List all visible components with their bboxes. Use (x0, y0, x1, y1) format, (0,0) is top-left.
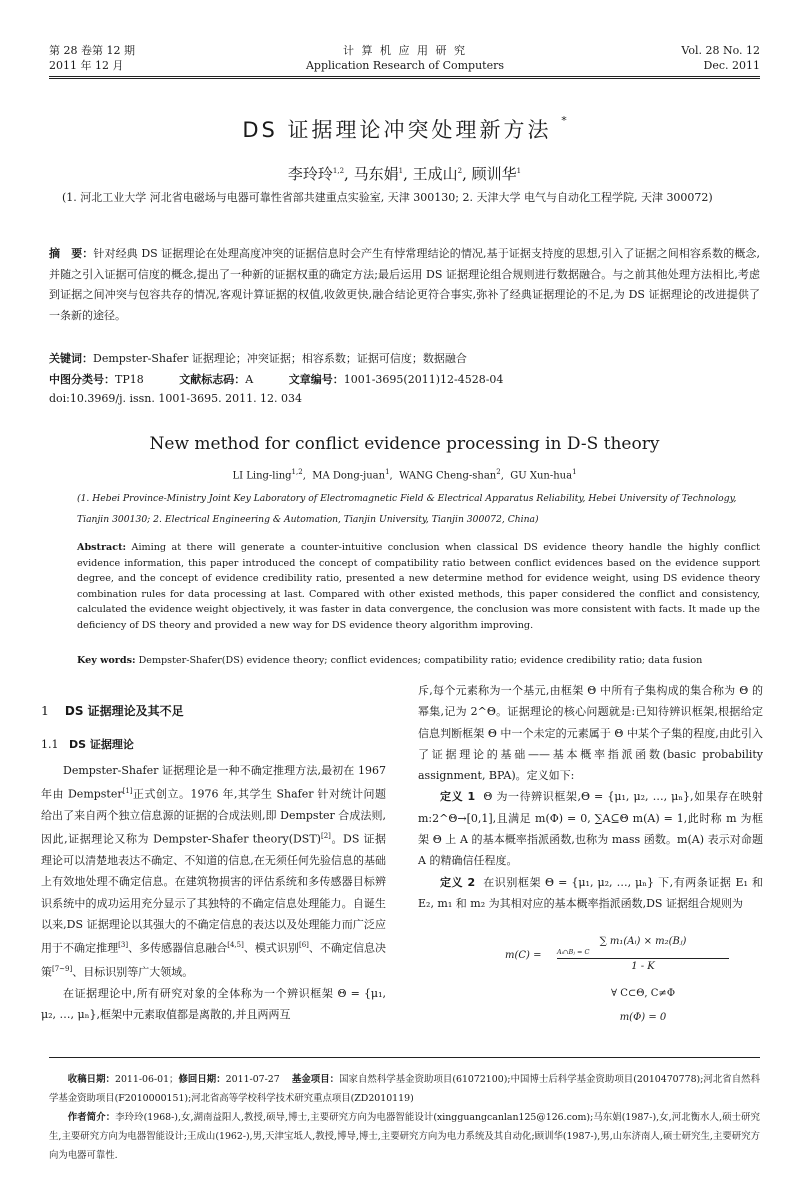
author-affiliation-mark: 2 (457, 167, 463, 175)
abstract-cn (49, 244, 760, 326)
revised-date: 2011-07-27 (225, 1074, 280, 1085)
english-author-name: WANG Cheng-shan (399, 470, 497, 482)
abstract-cn-text: 针对经典 DS 证据理论在处理高度冲突的证据信息时会产生有悖常理结论的情况,基于证据支持度的思想,引入了证据之间相容系数的概念,并随之引入证据可信度的概念,提出了一种新的证据权重的确定方法;最后运用 DS 证据理论组合规则进行数据融合。与之前其他处理方法相比,考虑到证据之间冲突与包容共存的情况,客观计算证据的权值,收敛更快,融合结论更符合事实,弥补了经典证据理论的不足,为 DS 证据理论的改进提供了一条新的途径。 (49, 247, 761, 322)
body-left-column (41, 700, 386, 1026)
received-date: 2011-06-01； (114, 1074, 179, 1085)
english-keywords-label: Key words: (77, 655, 136, 666)
body-right-column (418, 680, 763, 914)
formula-numerator: ∑ m₁(Aᵢ) × m₂(Bⱼ) (599, 936, 687, 947)
footnote (49, 1070, 760, 1165)
section-title: DS 证据理论及其不足 (64, 704, 184, 718)
body-paragraph: 斥,每个元素称为一个基元,由框架 Θ 中所有子集构成的集合称为 Θ 的幂集,记为 2^Θ。证据理论的核心问题就是:已知待辨识框架,根据给定信息判断框架 Θ 中一个未定的元素属于 Θ 中某个子集的程度,由此引入了证据理论的基础——基本概率指派函数(basic probability assignment, BPA)。定义如下: (418, 684, 763, 783)
english-author-name: GU Xun-hua (510, 470, 573, 482)
citation: [3] (118, 941, 129, 950)
header-rule-2 (49, 78, 760, 79)
article-number-label: 文章编号： (288, 373, 344, 386)
author-name: 王成山 (412, 165, 458, 183)
bio-text: 李玲玲(1968-),女,湖南益阳人,教授,硕导,博士,主要研究方向为电器智能设计(xingguangcanlan125@126.com);马东娟(1987-),女,河北衡水人,硕士研究生,主要研究方向为电器智能设计;王成山(1962-),男,天津宝坻人,教授,博导,博士,主要研究方向为电力系统及其自动化;顾训华(1987-),男,山东济南人,硕士研究生,主要研究方向为电器可靠性. (49, 1112, 760, 1161)
definition-label: 定义 1 (440, 790, 476, 804)
english-author-name: LI Ling-ling (232, 470, 292, 482)
formula-sum-index: Aᵢ∩Bⱼ = C (557, 948, 590, 956)
doc-code-label: 文献标志码： (179, 373, 246, 386)
abstract-cn-label: 摘 要： (49, 247, 94, 260)
text-run: 、不确定信息决策 (41, 941, 387, 979)
english-abstract (77, 540, 760, 633)
dates-and-funding (49, 1070, 760, 1108)
definition-text: 在识别框架 Θ = {μ₁, μ₂, …, μₙ} 下,有两条证据 E₁ 和 E₂, m₁ 和 m₂ 为其相对应的基本概率指派函数,DS 证据组合规则为 (418, 875, 763, 910)
citation: [7~9] (52, 965, 73, 974)
formula-empty-set: m(Φ) = 0 (619, 1012, 667, 1023)
author-name: 顾训华 (471, 165, 517, 183)
author-affiliation-mark: 1 (516, 167, 522, 175)
keywords-cn (49, 349, 760, 369)
text-run: 、模式识别 (243, 941, 299, 955)
volume-number: Vol. 28 No. 12 (681, 44, 760, 57)
author-bios (49, 1108, 760, 1165)
subsection-number: 1.1 (41, 738, 59, 752)
definition-1 (418, 786, 763, 871)
english-keywords-text: Dempster-Shafer(DS) evidence theory; conflict evidences; compatibility ratio; evidence credibility ratio; data fusion (138, 655, 703, 666)
citation: [6] (298, 941, 309, 950)
text-run: 。DS 证据理论可以清楚地表达不确定、不知道的信息,在无须任何先验信息的基础上有效地处理不确定信息。在建筑物损害的评估系统和多传感器目标辨识系统中的成功运用充分显示了其独特的不确定信息处理能力。自诞生以来,DS 证据理论以其强大的不确定信息的表达以及处理能力而广泛应用于不确定推理 (41, 832, 386, 955)
body-paragraph (41, 760, 386, 984)
author-name: 马东娟 (353, 165, 399, 183)
definition-text: Θ 为一待辨识框架,Θ = {μ₁, μ₂, …, μₙ},如果存在映射 m:2^Θ→[0,1],且满足 m(Φ) = 0, ∑A⊆Θ m(A) = 1,此时称 m 为框架 Θ 上 A 的基本概率指派函数,也称为 mass 函数。m(A) 表示对命题 A 的精确信任程度。 (418, 790, 763, 868)
subsection-title: DS 证据理论 (69, 738, 134, 752)
clc-value: TP18 (115, 373, 144, 386)
definition-label: 定义 2 (440, 875, 476, 889)
english-author-name: MA Dong-juan (312, 470, 386, 482)
volume-date: Dec. 2011 (703, 59, 760, 72)
subsection-heading (41, 734, 386, 755)
author-list: 李玲玲$^{1,2}$, 马东娟$^1$, 王成山$^2$, 顾训华$^1$ (287, 165, 522, 183)
paper-title (0, 114, 809, 144)
doi: doi:10.3969/j. issn. 1001-3695. 2011. 12. 034 (49, 392, 303, 405)
issue-volume: 第 28 卷第 12 期 (49, 44, 135, 57)
title-footnote-mark: * (561, 114, 567, 127)
citation: [1] (122, 786, 133, 795)
text-run: 、多传感器信息融合 (128, 941, 228, 955)
english-title: New method for conflict evidence processing in D-S theory (149, 434, 660, 454)
english-author-affiliation-mark: 2 (496, 468, 501, 476)
english-author-affiliation-mark: 1 (385, 468, 390, 476)
journal-name-en: Application Research of Computers (305, 59, 505, 72)
footnote-rule (49, 1057, 760, 1058)
author-name: 李玲玲 (287, 165, 333, 183)
english-affiliation: (1. Hebei Province-Ministry Joint Key Laboratory of Electromagnetic Field & Electrical Apparatus Reliability, Hebei University of Technology, Tianjin 300130; 2. Electrical Engineering & Automation, Tianjin University, Tianjin 300072, China) (77, 493, 737, 525)
section-heading (41, 700, 386, 722)
formula-denominator: 1 - K (631, 961, 655, 972)
classification-line (49, 370, 760, 390)
article-number-value: 1001-3695(2011)12-4528-04 (343, 373, 504, 386)
title-text: DS 证据理论冲突处理新方法 (242, 118, 552, 142)
definition-2 (418, 872, 763, 915)
citation: [4,5] (227, 941, 244, 950)
text-run: 正式创立。1976 年,其学生 Shafer 针对统计问题给出了来自两个独立信息源的证据的合成法则,即 Dempster 合成法则,因此,证据理论又称为 Dempster-Shafer theory(DST) (41, 787, 386, 846)
affiliation: (1. 河北工业大学 河北省电磁场与电器可靠性省部共建重点实验室, 天津 300130; 2. 天津大学 电气与自动化工程学院, 天津 300072) (62, 191, 713, 204)
author-affiliation-mark: 1,2 (332, 167, 345, 175)
text-run: 、目标识别等广大领域。 (72, 965, 194, 979)
formula-condition: ∀ C⊂Θ, C≠Φ (610, 988, 676, 999)
bio-label: 作者简介： (67, 1112, 116, 1123)
clc-label: 中图分类号： (49, 373, 115, 386)
section-number: 1 (41, 703, 49, 718)
english-abstract-label: Abstract: (77, 542, 127, 553)
journal-name-cn: 计 算 机 应 用 研 究 (343, 44, 467, 57)
issue-date: 2011 年 12 月 (49, 59, 124, 72)
funding-label: 基金项目： (291, 1074, 340, 1085)
citation: [2] (320, 832, 331, 841)
text-run: Dempster-Shafer 证据理论是一种不确定推理方法,最初在 1967 年由 Dempster (41, 763, 386, 801)
received-label: 收稿日期： (67, 1074, 115, 1085)
funding-text: 国家自然科学基金资助项目(61072100);中国博士后科学基金资助项目(2010470778);河北省自然科学基金资助项目(F2010000151);河北省高等学校科学技术研究重点项目(ZD2010119) (49, 1074, 760, 1104)
body-paragraph: 在证据理论中,所有研究对象的全体称为一个辨识框架 Θ = {μ₁, μ₂, …, μₙ},框架中元素取值都是离散的,并且两两互 (41, 987, 386, 1022)
english-abstract-text: Aiming at there will generate a counter-intuitive conclusion when classical DS evidence theory handle the highly conflict evidence information, this paper introduced the concept of compatibility ratio between conflict evidences based on the evidence support degree, and the concept of evidence credibility ratio, presented a new determine method for evidence weight, using DS evidence theory combination rules for data processing at last. Compared with other existed methods, this paper considered the conflict and consistency, calculated the evidence weight objectively, it was faster in data convergence, the conclusion was more consistent with facts. It made up the deficiency of DS theory and provided a new way for DS evidence theory algorithm improving. (77, 542, 760, 631)
header-rule (49, 76, 760, 77)
journal-issue (49, 43, 209, 73)
keywords-cn-label: 关键词： (49, 352, 93, 365)
keywords-cn-text: Dempster-Shafer 证据理论；冲突证据；相容系数；证据可信度；数据融合 (93, 352, 467, 365)
english-author-affiliation-mark: 1,2 (291, 468, 303, 476)
fraction-bar (557, 958, 729, 959)
doc-code-value: A (245, 373, 254, 386)
journal-volume (590, 43, 760, 73)
revised-label: 修回日期： (178, 1074, 226, 1085)
english-author-affiliation-mark: 1 (572, 468, 577, 476)
author-affiliation-mark: 1 (398, 167, 404, 175)
english-author-list: LI Ling-ling$^{1,2}$, MA Dong-juan$^1$, WANG Cheng-shan$^2$, GU Xun-hua$^1$ (232, 468, 577, 482)
english-keywords (77, 653, 760, 669)
formula-lhs: m(C) = (505, 950, 542, 961)
journal-name (250, 43, 560, 73)
